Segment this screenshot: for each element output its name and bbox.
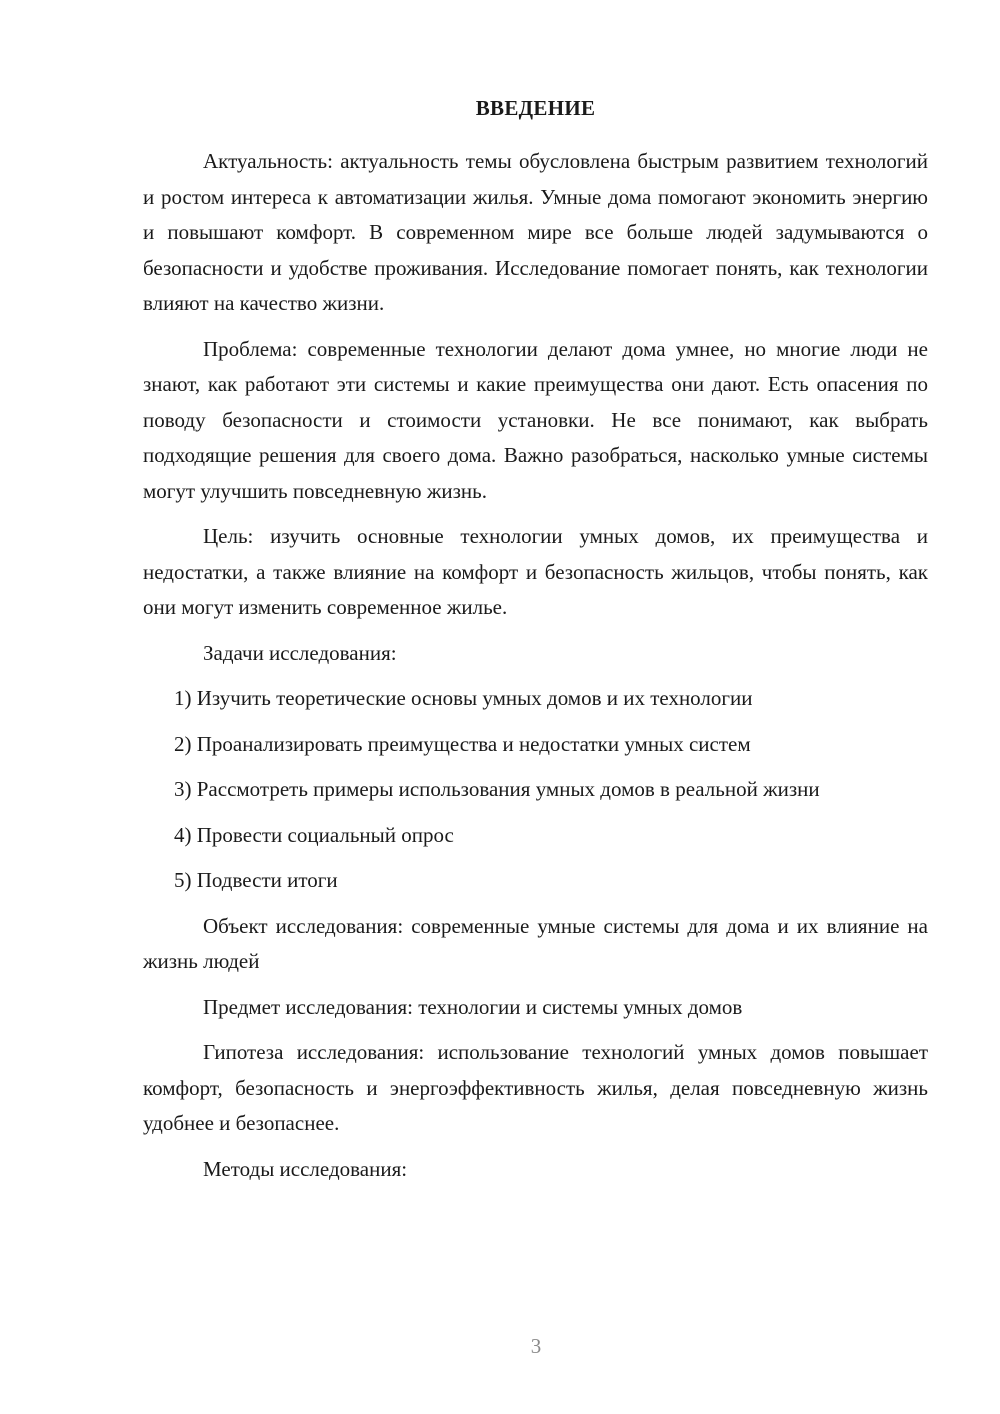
section-title: ВВЕДЕНИЕ xyxy=(475,96,596,120)
methods-heading: Методы исследования: xyxy=(203,1156,408,1181)
hypothesis-paragraph: Гипотеза исследования: использование технологий умных домов повышает комфорт, безопасность и энергоэффективность жилья, делая повседневную жизнь удобнее и безопаснее. xyxy=(143,1040,928,1135)
tasks-heading: Задачи исследования: xyxy=(203,640,397,665)
goal-paragraph: Цель: изучить основные технологии умных домов, их преимущества и недостатки, а также влияние на комфорт и безопасность жильцов, чтобы понять, как они могут изменить современное жилье. xyxy=(143,524,928,619)
object-paragraph: Объект исследования: современные умные системы для дома и их влияние на жизнь людей xyxy=(143,913,928,973)
problem-paragraph: Проблема: современные технологии делают дома умнее, но многие люди не знают, как работают эти системы и какие преимущества они дают. Есть опасения по поводу безопасности и стоимости установки. Не все понимают, как выбрать подходящие решения для своего дома. Важно разобраться, насколько умные системы могут улучшить повседневную жизнь. xyxy=(143,336,928,503)
task-item: 5) Подвести итоги xyxy=(174,868,338,892)
task-item: 4) Провести социальный опрос xyxy=(174,822,454,847)
task-item: 1) Изучить теоретические основы умных домов и их технологии xyxy=(174,686,753,710)
document-page xyxy=(143,94,928,1197)
page-number: 3 xyxy=(530,1334,542,1358)
subject-paragraph: Предмет исследования: технологии и системы умных домов xyxy=(203,994,743,1019)
task-item: 2) Проанализировать преимущества и недостатки умных систем xyxy=(174,731,751,756)
relevance-paragraph: Актуальность: актуальность темы обусловлена быстрым развитием технологий и ростом интереса к автоматизации жилья. Умные дома помогают экономить энергию и повышают комфорт. В современном мире все больше людей задумываются о безопасности и удобстве проживания. Исследование помогает понять, как технологии влияют на качество жизни. xyxy=(143,149,928,315)
task-item: 3) Рассмотреть примеры использования умных домов в реальной жизни xyxy=(174,777,820,801)
